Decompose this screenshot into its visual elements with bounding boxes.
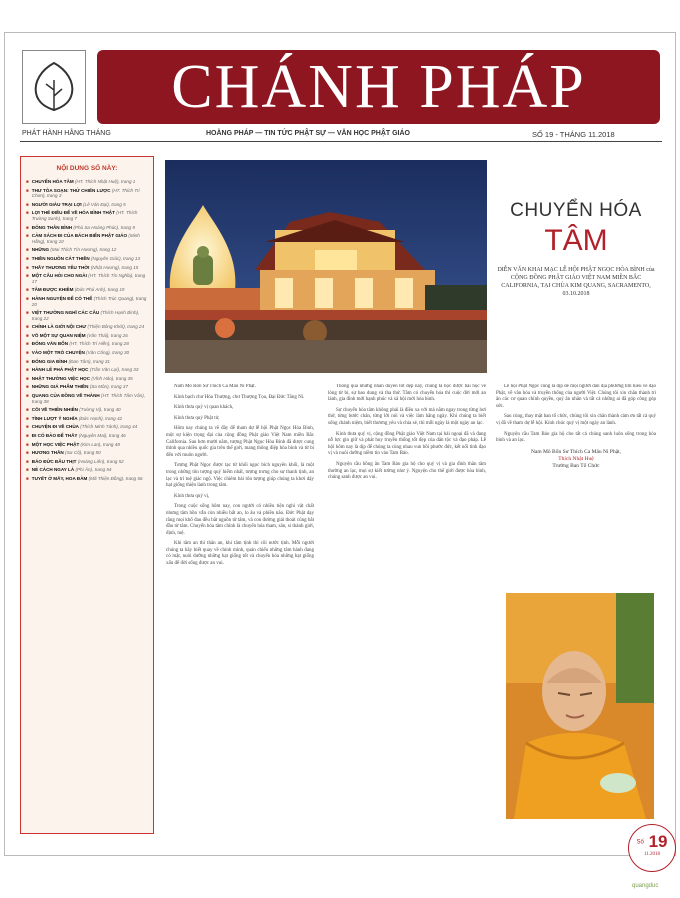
bullet-icon: ■	[26, 295, 29, 301]
toc-item-text	[32, 450, 101, 456]
toc-item-text	[32, 407, 121, 413]
toc-item-text	[32, 350, 129, 356]
toc-item-text	[32, 359, 110, 365]
toc-item-author: (Đức Hạnh), trang 42	[78, 415, 123, 421]
toc-item-text	[32, 459, 124, 465]
toc-item-title: QUANG CỦA ĐỒNG VỀ THÀNH	[31, 393, 100, 399]
article-paragraph: Kính thưa quý vị quan khách,	[174, 405, 234, 411]
article-paragraph: Kính thưa quý vị,	[174, 493, 210, 499]
signature-title: Trưởng Ban Tổ Chức	[552, 462, 600, 469]
bullet-icon: ■	[26, 324, 29, 330]
toc-item-author: (Kim Lan), trang 48	[80, 441, 120, 447]
toc-item-title: TÂM ĐƯỢC KHIÊM	[31, 287, 74, 293]
toc-item-author: (Sa Môn), trang 37	[89, 384, 129, 390]
toc-item-author: (Nguyên Mai), trang 46	[78, 433, 126, 438]
toc-item-author: (Hoàng Liên), trang 52	[77, 458, 124, 464]
bullet-icon: ■	[26, 358, 29, 364]
toc-item-text	[32, 416, 122, 422]
issue-badge	[628, 824, 676, 872]
toc-item[interactable]	[21, 432, 153, 441]
toc-item[interactable]	[21, 178, 153, 187]
toc-item[interactable]	[21, 383, 153, 392]
toc-item[interactable]	[21, 255, 153, 264]
toc-item-text	[32, 393, 148, 404]
toc-item-author: (Thiện Bông Khởi), trang 24	[87, 324, 145, 330]
bullet-icon: ■	[26, 273, 29, 279]
toc-item-title: ĐỐNG VĂN BỔN	[31, 341, 69, 347]
badge-number	[629, 832, 675, 852]
toc-item-text	[32, 442, 120, 448]
temple-night-photo	[165, 160, 487, 373]
bullet-icon: ■	[26, 367, 29, 373]
toc-item-author: (Văn Công), trang 30	[86, 350, 130, 356]
toc-item-text	[32, 247, 117, 253]
toc-item-title: BÁO ĐỨC ĐÂU THỊT	[31, 458, 77, 464]
publication-frequency: PHÁT HÀNH HẰNG THÁNG	[22, 130, 111, 137]
toc-item[interactable]	[21, 286, 153, 295]
badge-label: Số	[636, 839, 644, 846]
toc-item-text	[32, 273, 148, 284]
bullet-icon: ■	[26, 407, 29, 413]
toc-item-title: CÕI VỀ THIÊN NHIÊN	[31, 407, 78, 413]
feature-title-block	[496, 200, 656, 298]
toc-item-author: (Đức Phú Anh), trang 19	[74, 287, 125, 293]
toc-item[interactable]	[21, 264, 153, 273]
article-paragraph: Lễ hội Phật Ngọc cũng là dịp để mọi người dân địa phương tìm hiểu về đạo Phật, về văn hóa và truyền thống của người Việt. Chúng tôi xin chân thành tri ân các cơ quan chính quyền, quý ân nhân và tất cả những ai đã góp công góp sức.	[496, 384, 656, 409]
toc-item[interactable]	[21, 201, 153, 210]
masthead-title: CHÁNH PHÁP	[97, 50, 660, 124]
bullet-icon: ■	[26, 210, 29, 216]
feature-dek: DIỄN VĂN KHAI MẠC LỄ HỘI PHẬT NGỌC HÒA BÌNH của CỘNG ĐỒNG PHẬT GIÁO VIỆT NAM MIỀN BẮC CALIFORNIA, TẠI CHÙA KIM QUANG, SACRAMENTO, 03.10.2018	[497, 267, 655, 297]
toc-item-author: (Thích Minh Tánh), trang 44	[80, 424, 138, 430]
bullet-icon: ■	[26, 433, 29, 438]
toc-item-author: (HT. Thích Trí Hiền), trang 28	[69, 341, 129, 347]
toc-item-author: (Văn Thái), trang 26	[86, 332, 128, 338]
toc-item-text	[32, 225, 135, 231]
article-paragraph: Sau cùng, thay mặt ban tổ chức, chúng tôi xin chân thành cảm ơn tất cả quý vị đã về tham dự lễ hội. Kính chúc quý vị một ngày an lành.	[496, 414, 656, 426]
article-column-3	[496, 384, 656, 584]
toc-item-text	[32, 202, 126, 208]
toc-item[interactable]	[21, 375, 153, 384]
bullet-icon: ■	[26, 233, 29, 239]
table-of-contents	[20, 156, 154, 834]
toc-item-text	[32, 376, 133, 382]
bullet-icon: ■	[26, 224, 29, 230]
toc-item-title: HÀNH NGUYỆN ĐỂ CÓ THỂ	[31, 295, 93, 301]
bullet-icon: ■	[26, 384, 29, 390]
toc-item[interactable]	[21, 358, 153, 367]
toc-item-title: HÀNH LỄ PHÁ PHẬT HỌC	[31, 367, 89, 373]
article-paragraph: Kính thưa quý vị, cộng đồng Phật giáo Việt Nam tại hải ngoại đã và đang nỗ lực gìn giữ và phát huy truyền thống tốt đẹp của dân tộc và đạo pháp. Lễ hội hôm nay là dịp để chúng ta cùng nhau vun bồi phước đức, kết nối tình đạo vị và nuôi dưỡng niềm tin vào Tam Bảo.	[328, 431, 486, 457]
article-paragraph: Trong cuộc sống hôm nay, con người có nhiều tiện nghi vật chất nhưng tâm hồn vẫn còn nhiều bất an, lo âu và phiền não. Đức Phật dạy rằng mọi khổ đau đều bắt nguồn từ tâm, và con đường giải thoát cũng bắt đầu từ tâm. Chuyển hóa tâm chính là chuyển hóa tham, sân, si thành giới, định, tuệ.	[166, 504, 314, 536]
feature-headline: TÂM	[544, 224, 608, 257]
signature-preface: Nam Mô Bổn Sư Thích Ca Mâu Ni Phật,	[530, 448, 622, 455]
toc-item[interactable]	[21, 392, 153, 406]
bullet-icon: ■	[26, 255, 29, 261]
header-rule	[20, 141, 662, 142]
toc-item-text	[32, 324, 144, 330]
toc-item-author: (Phi Ân), trang 54	[75, 467, 112, 473]
toc-item-text	[32, 188, 148, 199]
toc-item-author: (HT. Thích Tín Nghĩa), trang 17	[31, 273, 146, 284]
toc-item[interactable]	[21, 349, 153, 358]
toc-item-author: (Vĩnh Hảo), trang 35	[91, 375, 133, 381]
bullet-icon: ■	[26, 332, 29, 338]
bullet-icon: ■	[26, 375, 29, 381]
bodhi-leaf-logo	[22, 50, 86, 124]
signature-name: Thích Nhật Huệ	[558, 455, 594, 462]
toc-item-title: VIỆT THƯỜNG NGHĨ CÁC CÂU	[31, 310, 100, 316]
bullet-icon: ■	[26, 287, 29, 293]
toc-item-title: HƯƠNG THẦN	[31, 450, 64, 456]
article-paragraph: Khi tâm an thì thân an, khi tâm tịnh thì cõi nước tịnh. Mỗi người chúng ta hãy biết quay về chính mình, quán chiếu những tâm hành đang có mặt, nuôi dưỡng những hạt giống tốt và chuyển hóa những hạt giống xấu để đời sống được an vui.	[166, 541, 314, 567]
toc-item[interactable]	[21, 272, 153, 286]
toc-item-text	[32, 179, 136, 185]
toc-item-title: TÌNH LƯỢT Ý NGHĨA	[31, 415, 78, 421]
toc-item[interactable]	[21, 187, 153, 201]
article-paragraph: Nguyện cầu hồng ân Tam Bảo gia hộ cho quý vị và gia đình thân tâm thường an lạc, mọi sự kiết tường như ý. Nguyện cho thế giới được hòa bình, chúng sanh được an vui.	[328, 461, 486, 481]
toc-item-title: CẢM SÁCH ĐI CỦA BÁCH BIỂN PHẬT GIÁO	[31, 233, 128, 239]
toc-item-text	[32, 265, 139, 271]
bullet-icon: ■	[26, 264, 29, 270]
toc-item[interactable]	[21, 332, 153, 341]
toc-item-text	[32, 367, 139, 373]
toc-item-author: (Thích Trúc Quang), trang 20	[31, 295, 147, 307]
toc-item-title: TUYẾT Ở MẤY, HOA ĐÀM	[31, 475, 88, 481]
toc-item-text	[32, 424, 137, 430]
toc-item-title: ĐỐNG GIA ĐÌNH	[31, 358, 68, 364]
article-paragraph: Nguyện cầu Tam Bảo gia hộ cho tất cả chúng sanh luôn sống trong hòa bình và an lạc.	[496, 431, 656, 444]
toc-item-text	[32, 433, 126, 439]
feature-kicker: CHUYỂN HÓA	[510, 200, 642, 221]
bullet-icon: ■	[26, 475, 29, 481]
toc-item-text	[32, 384, 128, 390]
toc-item[interactable]	[21, 340, 153, 349]
article-column-2	[328, 384, 486, 824]
toc-item-author: (Thích Hạnh Bình), trang 22	[31, 310, 140, 321]
toc-item-title: MỘT CÂU HỎI CHO NGÀI	[31, 273, 87, 279]
toc-list	[21, 178, 153, 484]
article-paragraph: Tượng Phật Ngọc được tạc từ khối ngọc bích nguyên khối, là một trong những tôn tượng quý hiếm nhất, tượng trưng cho sự thanh tịnh, an lạc và trí tuệ giác ngộ. Việc chiêm bái tôn tượng giúp chúng ta khơi dậy hạt giống thiện lành trong tâm.	[166, 463, 314, 489]
toc-item[interactable]	[21, 458, 153, 467]
toc-item[interactable]	[21, 295, 153, 309]
toc-item-author: (Lê Văn Đại), trang 5	[83, 201, 126, 207]
toc-item-title: ĐI CÓ ĐẢO ĐỂ THẤY	[31, 433, 78, 438]
article-paragraph: Nam Mô Bổn Sư Thích Ca Mâu Ni Phật.	[174, 384, 256, 389]
toc-item-text	[32, 256, 140, 262]
monk-portrait-photo	[506, 593, 654, 819]
toc-item-text	[32, 476, 143, 482]
toc-item-title: NHẬT THƯỜNG VIỆC HỌC	[31, 375, 91, 381]
toc-item-author: (Đan Tâm), trang 31	[68, 358, 110, 364]
toc-item-title: NGƯỜI GIÀU TRẠI LỢI	[31, 201, 82, 207]
toc-item[interactable]	[21, 209, 153, 223]
toc-item-author: (HT. Thích Trí Chơn), trang 3	[31, 187, 140, 199]
article-paragraph: Hôm nay chúng ta về đây để tham dự lễ hội Phật Ngọc Hòa Bình, một sự kiện trọng đại của cộng đồng Phật giáo Việt Nam miền Bắc California. Sau hơn mười năm, tượng Phật Ngọc Hòa Bình đã được cung thỉnh qua nhiều quốc gia trên thế giới, mang thông điệp hòa bình và từ bi đến với muôn người.	[166, 426, 314, 458]
bullet-icon: ■	[26, 450, 29, 456]
toc-item-text	[32, 210, 148, 221]
toc-item-title: VÀO MỘT TRÒ CHUYỆN	[31, 350, 85, 356]
toc-title: NỘI DUNG SỐ NÀY:	[56, 165, 118, 172]
bullet-icon: ■	[26, 201, 29, 207]
toc-item-author: (HT. Thích Trường Sanh), trang 7	[31, 210, 138, 221]
toc-item-author: (Mai Thích Tín Hương), trang 12	[50, 247, 117, 253]
toc-item-title: NẺ CÁCH NGAY LÀ	[31, 467, 75, 473]
toc-item[interactable]	[21, 366, 153, 375]
toc-item-title: NHỮNG GIÁ PHẨM THIỀN	[31, 384, 89, 390]
toc-item-title: THẦY THƯƠNG YÊU THỜI	[31, 264, 90, 270]
toc-item-title: THIỀN NGUỒN CÁT THIỀN	[31, 255, 90, 261]
toc-item-author: (Tường Vi), trang 40	[79, 407, 121, 413]
toc-item[interactable]	[21, 406, 153, 415]
toc-item-text	[32, 233, 148, 244]
issue-number: SỐ 19 - THÁNG 11.2018	[532, 130, 615, 139]
toc-item-title: CHÍNH LÀ GIỚI NỘI CHƯ	[31, 324, 87, 330]
toc-item-author: (Phù Sa Hoàng Phúc), trang 9	[73, 224, 135, 230]
toc-item[interactable]	[21, 415, 153, 424]
toc-item-title: CHUYỂN HÓA TÂM	[31, 179, 74, 184]
bullet-icon: ■	[26, 467, 29, 473]
article-paragraph: Kính bạch chư Hòa Thượng, chư Thượng Tọa, Đại Đức Tăng Ni.	[174, 394, 305, 400]
bullet-icon: ■	[26, 415, 29, 421]
article-signature	[496, 449, 656, 470]
article-paragraph: Kính thưa quý Phật tử,	[174, 415, 220, 421]
toc-item-author: (Nhật Hương), trang 15	[90, 264, 139, 270]
toc-item[interactable]	[21, 232, 153, 246]
toc-item-author: (Mã Thiện Đồng), trang 56	[88, 475, 143, 481]
toc-item-author: (Trần Văn Lợi), trang 33	[89, 367, 139, 373]
bullet-icon: ■	[26, 393, 29, 399]
watermark: quangduc	[632, 883, 659, 889]
toc-item[interactable]	[21, 441, 153, 450]
toc-item-title: LỢI THẾ ĐIỀU ĐỂ VỀ HÓA BÌNH THẬT	[31, 210, 115, 216]
toc-item-author: (Sư Cô), trang 50	[65, 450, 101, 456]
bullet-icon: ■	[26, 247, 29, 253]
toc-item[interactable]	[21, 449, 153, 458]
toc-item-title: THƯ TÒA SOẠN: THỬ CHIẾN LƯỢC	[31, 187, 111, 193]
article-paragraph: Thông qua những nhân duyên tốt đẹp này, chúng ta học được bài học về lòng từ bi, sự bao dung và tha thứ. Tâm có chuyển hóa thì cuộc đời mới an lành, gia đình mới hạnh phúc và xã hội mới hòa bình.	[328, 384, 486, 403]
badge-issue-number: 19	[648, 832, 668, 851]
toc-item-title: VÕ MỘT SỰ QUAN NIỆM	[31, 332, 86, 338]
bodhi-leaf-icon	[31, 60, 77, 114]
toc-item-author: (HT. Thích Tâm Vân), trang 38	[31, 393, 146, 404]
toc-item-author: (Minh Hằng), trang 10	[31, 233, 140, 244]
article-column-1	[166, 384, 314, 824]
toc-item-author: (HT. Thích Nhật Huệ), trang 1	[75, 179, 136, 184]
bullet-icon: ■	[26, 424, 29, 430]
toc-item-title: MỘT HỌC VIỆC PHẬT	[31, 441, 80, 447]
section-list: HOẰNG PHÁP — TIN TỨC PHẬT SỰ — VĂN HỌC PHẬT GIÁO	[206, 130, 410, 137]
toc-item-text	[32, 333, 128, 339]
toc-item[interactable]	[21, 475, 153, 484]
toc-item-text	[32, 296, 148, 307]
toc-item[interactable]	[21, 224, 153, 233]
toc-item[interactable]	[21, 466, 153, 475]
bullet-icon: ■	[26, 187, 29, 193]
toc-item[interactable]	[21, 323, 153, 332]
toc-item-title: CHUYỆN ĐI VỀ CHÙA	[31, 424, 79, 430]
toc-item-title: ĐỐNG THÂN BÌNH	[31, 224, 73, 230]
bullet-icon: ■	[26, 441, 29, 447]
bullet-icon: ■	[26, 341, 29, 347]
toc-item-text	[32, 287, 125, 293]
toc-item[interactable]	[21, 423, 153, 432]
toc-item[interactable]	[21, 246, 153, 255]
article-paragraph: Sự chuyển hóa tâm không phải là điều xa vời mà nằm ngay trong từng hơi thở, từng bước chân, từng lời nói và việc làm hằng ngày. Khi chúng ta biết sống chánh niệm, biết thương yêu và chia sẻ, thì mỗi ngày là một ngày an lạc.	[328, 407, 486, 426]
bullet-icon: ■	[26, 179, 29, 184]
toc-item[interactable]	[21, 309, 153, 323]
toc-item-author: (Nguyên Giác), trang 13	[91, 255, 141, 261]
toc-item-text	[32, 341, 129, 347]
bullet-icon: ■	[26, 310, 29, 316]
toc-item-title: NHỮNG	[31, 247, 50, 253]
bullet-icon: ■	[26, 350, 29, 356]
bullet-icon: ■	[26, 458, 29, 464]
badge-date: 11.2018	[643, 852, 661, 857]
toc-item-text	[32, 310, 148, 321]
toc-item-text	[32, 467, 112, 473]
